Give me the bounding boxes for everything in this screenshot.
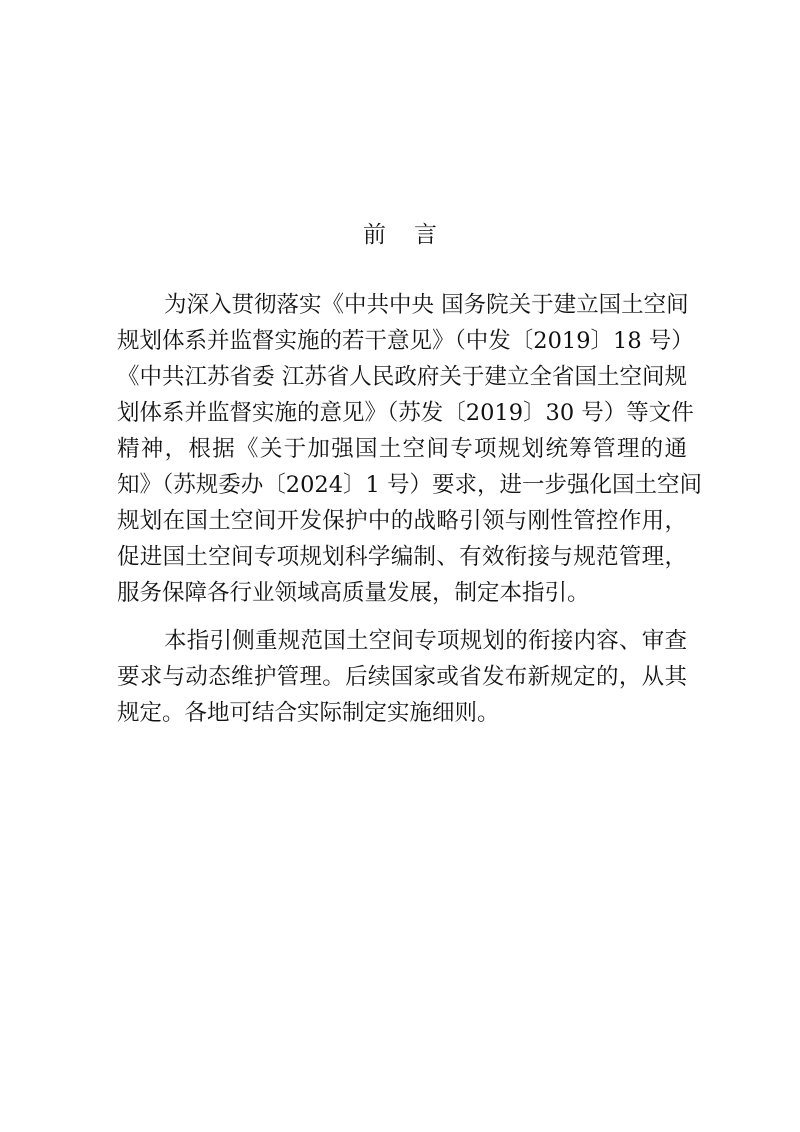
text-line: 为深入贯彻落实《中共中央 国务院关于建立国土空间: [164, 292, 689, 318]
text-line: 知》（苏规委办〔2024〕1 号）要求，进一步强化国土空间: [117, 472, 702, 498]
title-char: 言: [414, 222, 437, 248]
text-line: 规划在国土空间开发保护中的战略引领与刚性管控作用，: [117, 508, 687, 534]
text-line: 《中共江苏省委 江苏省人民政府关于建立全省国土空间规: [117, 364, 687, 390]
title-char: 前: [363, 222, 386, 248]
text-line: 规定。各地可结合实际制定实施细则。: [117, 700, 500, 726]
text-line: 规划体系并监督实施的若干意见》（中发〔2019〕18 号）: [117, 328, 694, 354]
page-title: [0, 216, 800, 249]
preface-paragraph-2: [117, 623, 687, 731]
text-line: 要求与动态维护管理。后续国家或省发布新规定的，从其: [117, 664, 687, 690]
preface-paragraph-1: [117, 287, 702, 611]
text-line: 本指引侧重规范国土空间专项规划的衔接内容、审查: [164, 628, 687, 654]
text-line: 促进国土空间专项规划科学编制、有效衔接与规范管理，: [117, 544, 687, 570]
text-line: 精神，根据《关于加强国土空间专项规划统筹管理的通: [117, 436, 687, 462]
text-line: 划体系并监督实施的意见》（苏发〔2019〕30 号）等文件: [117, 400, 694, 426]
text-line: 服务保障各行业领域高质量发展，制定本指引。: [117, 580, 590, 606]
